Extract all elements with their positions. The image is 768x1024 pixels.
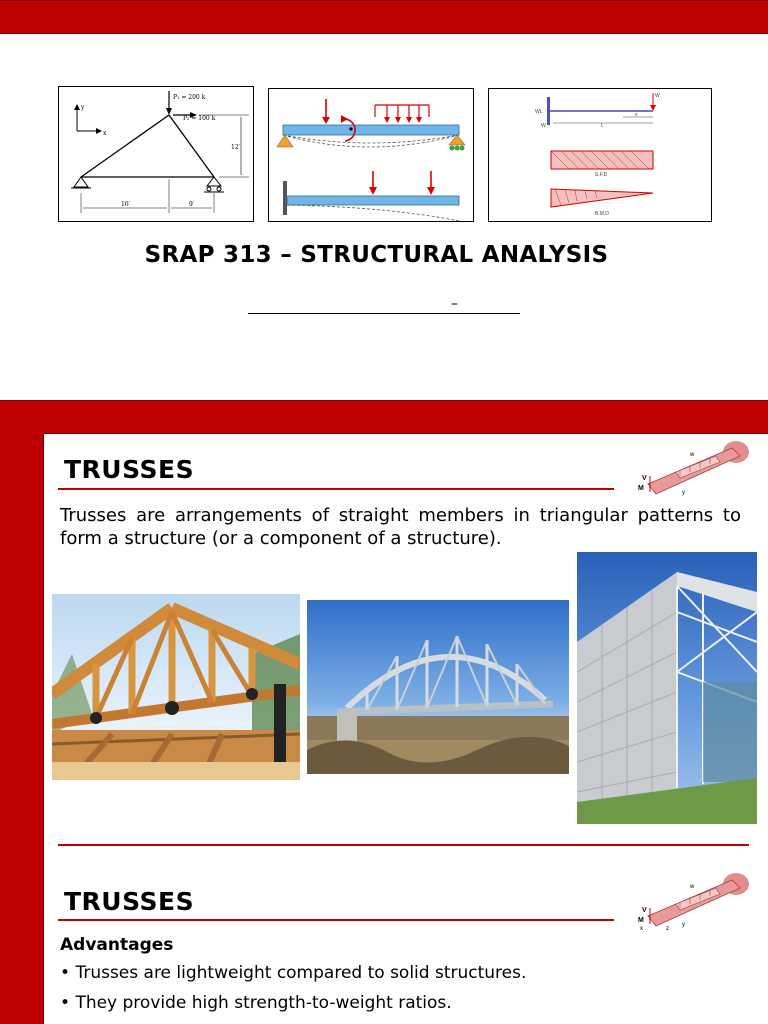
slide1-top-bar [0, 0, 768, 34]
fig3-x-label: x [635, 112, 638, 118]
logo-m-label: M [638, 485, 644, 492]
advantage-item-2: • They provide high strength-to-weight ratios. [60, 993, 452, 1013]
fig3-w2-label: W [541, 123, 546, 129]
photo-building-space-truss [577, 552, 757, 824]
logo-w-label: w [690, 884, 695, 890]
logo-y-label: y [682, 922, 685, 928]
logo-v-label: V [642, 907, 647, 914]
sfd-bmd-panel [488, 88, 712, 222]
sfd-label: S.F.D [595, 172, 608, 178]
axis-x-label: x [103, 130, 107, 137]
slide2-bottom-rule [58, 844, 749, 846]
height-label: 12′ [231, 144, 240, 151]
fig3-l-label: L [601, 123, 604, 129]
load-p2-label: P₂ = 100 k [183, 115, 216, 122]
slide2-body-text: Trusses are arrangements of straight members in triangular patterns to form a structure (or a component of a structure). [60, 505, 741, 549]
advantage-text-2: They provide high strength-to-weight ratios. [75, 993, 452, 1013]
photo-wood-roof-truss [52, 594, 300, 780]
logo-x-label: x [640, 926, 643, 932]
beam-logo-slide2 [636, 436, 752, 500]
beam-diagram [269, 89, 473, 221]
slide1-title-underline [248, 313, 520, 314]
beam-logo-slide3 [636, 868, 752, 932]
sfd-bmd-diagram [489, 89, 711, 221]
beam-diagram-panel [268, 88, 474, 222]
span1-label: 16′ [121, 201, 130, 208]
beam-logo-icon [636, 868, 752, 932]
load-p1-label: P₁ = 200 k [173, 94, 206, 101]
logo-v-label: V [642, 475, 647, 482]
slide1-title: SRAP 313 – STRUCTURAL ANALYSIS [144, 242, 609, 268]
logo-w-label: w [690, 452, 695, 458]
truss-diagram [59, 87, 253, 221]
fig3-wl-label: WL [535, 109, 543, 115]
slide2-heading: TRUSSES [64, 455, 195, 484]
slide1-underline-mark: – [451, 296, 458, 312]
slide2-top-bar [0, 400, 768, 434]
span2-label: 9′ [189, 201, 195, 208]
beam-logo-icon [636, 436, 752, 500]
slide2-heading-rule [58, 488, 614, 490]
advantages-label: Advantages [60, 935, 174, 955]
axis-y-label: y [81, 104, 85, 111]
logo-z-label: z [666, 926, 669, 932]
truss-diagram-panel [58, 86, 254, 222]
advantage-text-1: Trusses are lightweight compared to solid structures. [75, 963, 527, 983]
advantage-item-1: • Trusses are lightweight compared to solid structures. [60, 963, 527, 983]
fig3-w-label: W [655, 93, 660, 99]
bmd-label: B.M.D [595, 211, 609, 217]
slide3-heading-rule [58, 919, 614, 921]
slide3-side-bar [0, 866, 44, 1024]
logo-m-label: M [638, 917, 644, 924]
logo-y-label: y [682, 490, 685, 496]
photo-steel-truss-bridge [307, 600, 569, 774]
slide3-heading: TRUSSES [64, 887, 195, 916]
slide2-side-bar [0, 433, 44, 866]
